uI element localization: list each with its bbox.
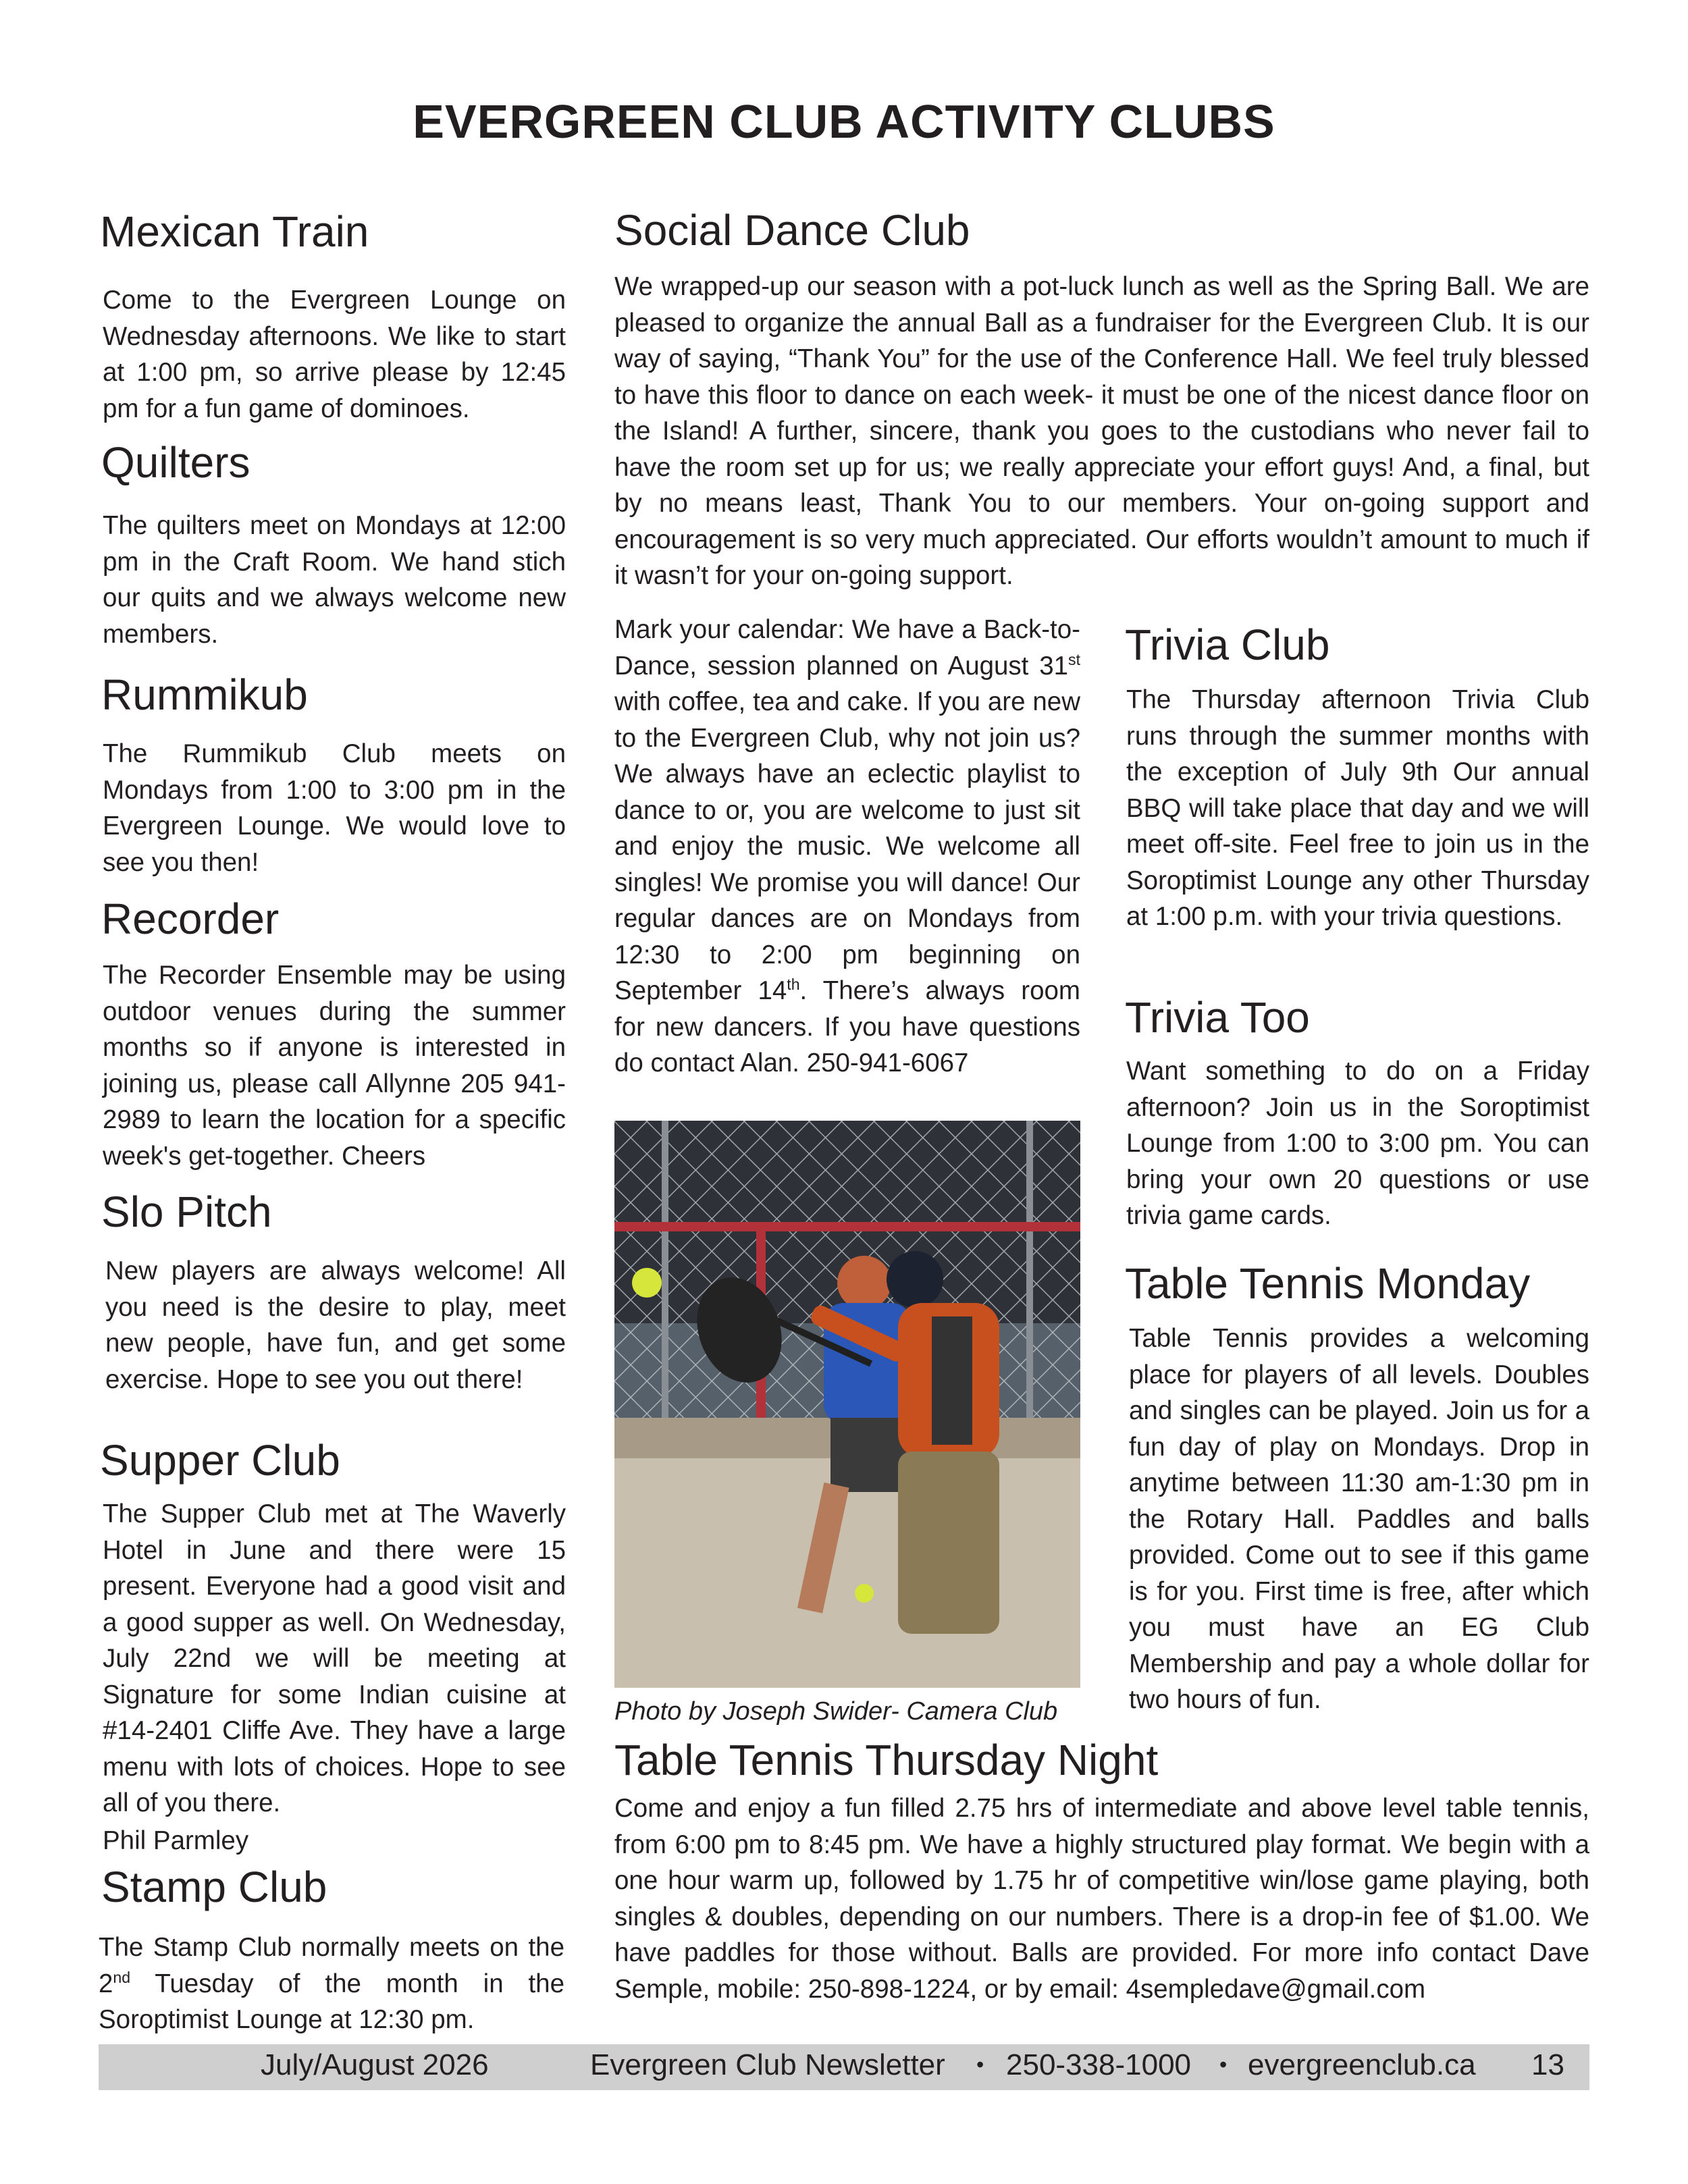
page-number: 13 <box>1531 2048 1564 2081</box>
trivia-too-text: Want something to do on a Friday afternoon? Join us in the Soroptimist Lounge from 1:00 to 3:00 pm. You can bring your own 20 questions or use trivia game cards. <box>1126 1057 1589 1230</box>
recorder-text: The Recorder Ensemble may be using outdoor venues during the summer months so if anyone is interested in joining us, please call Allynne 205 941-2989 to learn the location for a specific week's get-together. Cheers <box>103 961 566 1171</box>
mexican-train-text: Come to the Evergreen Lounge on Wednesday afternoons. We like to start at 1:00 pm, so arrive please by 12:45 pm for a fun game of dominoes. <box>103 286 566 423</box>
softball-photo <box>614 1121 1080 1688</box>
slo-pitch-heading: Slo Pitch <box>101 1188 272 1236</box>
trivia-too-heading: Trivia Too <box>1125 993 1310 1042</box>
social-dance-calendar-text: Mark your calendar: We have a Back-to-Dance, session planned on August 31st with coffee, tea and cake. If you are new to the Evergreen Club, why not join us? We always have an eclectic playlist to dance to or, you are welcome to just sit and enjoy the music. We welcome all singles! We promise you will dance! Our regular dances are on Mondays from 12:30 to 2:00 pm beginning on September 14th. There’s always room for new dancers. If you have questions do contact Alan. 250-941-6067 <box>614 615 1080 1077</box>
footer-newsletter: Evergreen Club Newsletter <box>590 2048 945 2081</box>
social-dance-heading: Social Dance Club <box>614 206 970 255</box>
footer-bullet: • <box>1219 2052 1228 2077</box>
footer-bar <box>99 2044 1589 2090</box>
table-tennis-thursday-heading: Table Tennis Thursday Night <box>614 1736 1159 1784</box>
supper-club-signature: Phil Parmley <box>103 1826 249 1855</box>
table-tennis-thursday-text: Come and enjoy a fun filled 2.75 hrs of intermediate and above level table tennis, from 6:00 pm to 8:45 pm. We have a highly structured play format. We begin with a one hour warm up, followed by 1.75 hr of competitive win/lose game playing, both singles & doubles, depending on our numbers. There is a drop-in fee of $1.00. We have paddles for those without. Balls are provided. For more info contact Dave Semple, mobile: 250-898-1224, or by email: 4sempledave@gmail.com <box>614 1794 1589 2004</box>
supper-club-text: The Supper Club met at The Waverly Hotel in June and there were 15 present. Everyone had a good visit and a good supper as well. On Wednesday, July 22nd we will be meeting at Signature for some Indian cuisine at #14-2401 Cliffe Ave. They have a large menu with lots of choices. Hope to see all of you there. <box>103 1499 566 1817</box>
footer-website[interactable]: evergreenclub.ca <box>1248 2048 1476 2081</box>
footer-bullet: • <box>976 2052 984 2077</box>
stamp-club-text: The Stamp Club normally meets on the 2nd Tuesday of the month in the Soroptimist Lounge at 12:30 pm. <box>99 1933 564 2034</box>
photo-caption: Photo by Joseph Swider- Camera Club <box>614 1697 1058 1726</box>
footer-phone: 250-338-1000 <box>1006 2048 1192 2081</box>
supper-club-heading: Supper Club <box>100 1436 340 1485</box>
table-tennis-monday-text: Table Tennis provides a welcoming place for players of all levels. Doubles and singles can be played. Join us for a fun day of play on Mondays. Drop in anytime between 11:30 am-1:30 pm in the Rotary Hall. Paddles and balls provided. Come out to see if this game is for you. First time is free, after which you must have an EG Club Membership and pay a whole dollar for two hours of fun. <box>1129 1324 1589 1714</box>
quilters-text: The quilters meet on Mondays at 12:00 pm in the Craft Room. We hand stich our quits and we always welcome new members. <box>103 511 566 649</box>
page-title: EVERGREEN CLUB ACTIVITY CLUBS <box>413 95 1275 148</box>
quilters-heading: Quilters <box>101 438 250 487</box>
rummikub-text: The Rummikub Club meets on Mondays from 1:00 to 3:00 pm in the Evergreen Lounge. We would love to see you then! <box>103 739 566 877</box>
trivia-club-text: The Thursday afternoon Trivia Club runs through the summer months with the exception of July 9th Our annual BBQ will take place that day and we will meet off-site. Feel free to join us in the Soroptimist Lounge any other Thursday at 1:00 p.m. with your trivia questions. <box>1126 685 1589 931</box>
slo-pitch-text: New players are always welcome! All you need is the desire to play, meet new people, have fun, and get some exercise. Hope to see you out there! <box>105 1256 566 1394</box>
table-tennis-monday-heading: Table Tennis Monday <box>1125 1259 1531 1308</box>
social-dance-text: We wrapped-up our season with a pot-luck lunch as well as the Spring Ball. We are pleased to organize the annual Ball as a fundraiser for the Evergreen Club. It is our way of saying, “Thank You” for the use of the Conference Hall. We feel truly blessed to have this floor to dance on each week- it must be one of the nicest dance floor on the Island! A further, sincere, thank you goes to the custodians who never fail to have the room set up for us; we really appreciate your effort guys! And, a final, but by no means least, Thank You to our members. Your on-going support and encouragement is so very much appreciated. Our efforts wouldn’t amount to much if it wasn’t for your on-going support. <box>614 272 1589 590</box>
stamp-club-heading: Stamp Club <box>101 1863 327 1911</box>
trivia-club-heading: Trivia Club <box>1125 620 1330 669</box>
footer-date: July/August 2026 <box>261 2048 489 2081</box>
mexican-train-heading: Mexican Train <box>100 207 369 256</box>
rummikub-heading: Rummikub <box>101 670 308 719</box>
recorder-heading: Recorder <box>101 895 280 943</box>
